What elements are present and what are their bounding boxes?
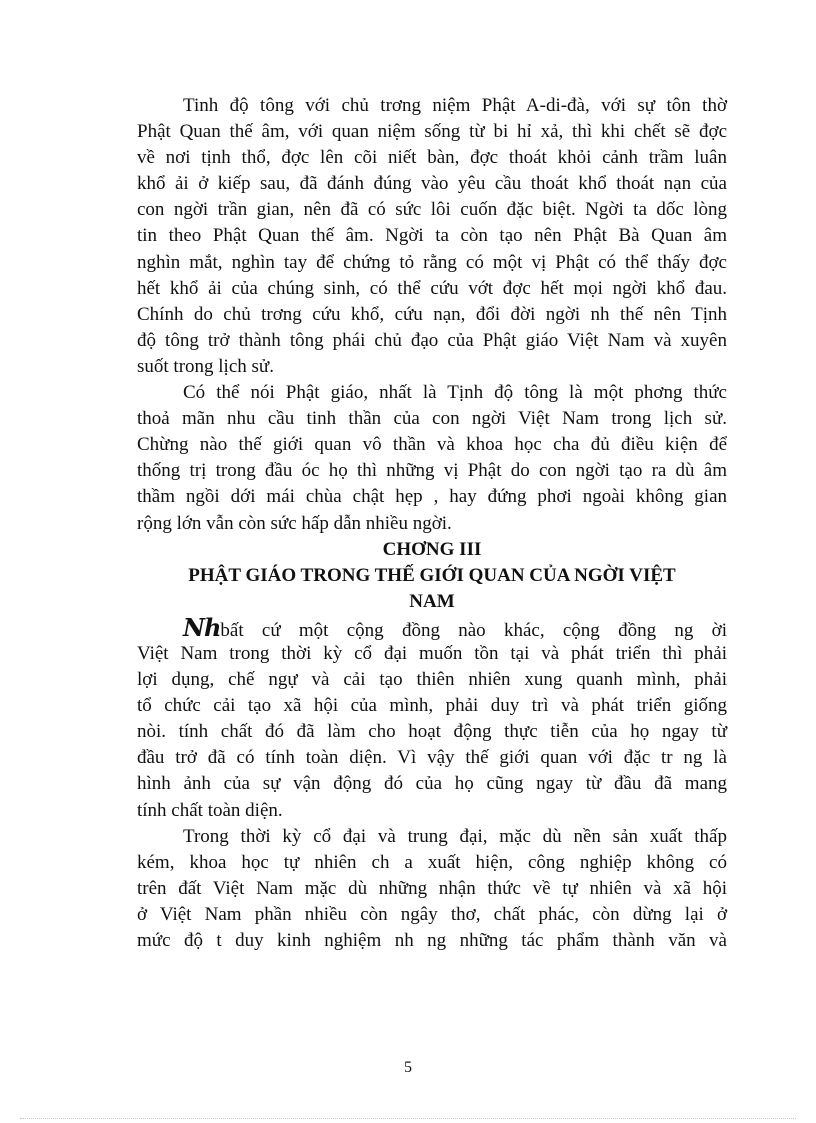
first-line-rest: bất cứ một cộng đồng nào khác, cộng đồng ng ời	[220, 619, 727, 641]
text-line: kém, khoa học tự nhiên ch a xuất hiện, công nghiệp không có	[137, 851, 727, 873]
chapter-heading	[137, 537, 727, 615]
text-line: Việt Nam trong thời kỳ cổ đại muốn tồn tại và phát triển thì phải	[137, 642, 727, 664]
text-line: rộng lớn vẫn còn sức hấp dẫn nhiều ngời.	[137, 512, 452, 534]
text-line: Chính do chủ trơng cứu khổ, cứu nạn, đổi đời ngời nh thế nên Tịnh	[137, 303, 727, 325]
text-line: ở Việt Nam phần nhiều còn ngây thơ, chất phác, còn dừng lại ở	[137, 903, 727, 925]
text-line: tổ chức cải tạo xã hội của mình, phải duy trì và phát triển giống	[137, 695, 727, 717]
text-line-with-dropcap	[137, 612, 727, 642]
text-line: đầu trở đã có tính toàn diện. Vì vậy thế giới quan với đặc tr ng là	[137, 747, 727, 769]
chapter-title-line-2: NAM	[409, 590, 455, 612]
text-line: tính chất toàn diện.	[137, 799, 283, 821]
text-line: Tinh độ tông với chủ trơng niệm Phật A-di-đà, với sự tôn thờ	[183, 95, 727, 116]
page-number: 5	[404, 1059, 412, 1076]
chapter-label: CHƠNG III	[382, 538, 482, 560]
text-line: tin theo Phật Quan thế âm. Ngời ta còn tạo nên Phật Bà Quan âm	[137, 225, 727, 247]
text-line: suốt trong lịch sử.	[137, 355, 274, 377]
paragraph-section-opening	[137, 612, 727, 824]
text-line: hết khổ ải của chúng sinh, có thể cứu vớt đợc hết mọi ngời khổ đau.	[137, 277, 727, 299]
text-line: độ tông trở thành tông phái chủ đạo của Phật giáo Việt Nam và xuyên	[137, 329, 727, 351]
paragraph-tinh-do-tong	[137, 93, 727, 380]
page-bottom-rule	[20, 1118, 796, 1119]
text-line: trên đất Việt Nam mặc dù những nhận thức về tự nhiên và xã hội	[137, 877, 727, 899]
body-text	[137, 93, 727, 954]
paragraph-co-dai-trung-dai	[137, 824, 727, 954]
text-line: Có thể nói Phật giáo, nhất là Tịnh độ tông là một phơng thức	[183, 382, 727, 404]
dropcap: Nh	[183, 612, 221, 642]
text-line: nòi. tính chất đó đã làm cho hoạt động thực tiễn của họ ngay từ	[137, 721, 727, 743]
text-line: thầm ngồi dới mái chùa chật hẹp , hay đứng phơi ngoài không gian	[137, 486, 727, 508]
text-line: thống trị trong đầu óc họ thì những vị Phật do con ngời tạo ra dù âm	[137, 460, 727, 482]
text-line: nghìn mắt, nghìn tay để chứng tỏ rằng có một vị Phật có thể thấy đợc	[137, 251, 727, 273]
text-line: lợi dụng, chế ngự và cải tạo thiên nhiên xung quanh mình, phải	[137, 669, 727, 691]
text-line: Chừng nào thế giới quan vô thần và khoa học cha đủ điều kiện để	[137, 434, 727, 456]
text-line: khổ ải ở kiếp sau, đã đánh đúng vào yêu cầu thoát khổ thoát nạn của	[137, 173, 727, 195]
text-line: Trong thời kỳ cổ đại và trung đại, mặc dù nền sản xuất thấp	[183, 825, 727, 847]
text-line: Phật Quan thế âm, với quan niệm sống từ bi hỉ xả, thì khi chết sẽ đợc	[137, 121, 727, 143]
paragraph-phat-giao-nhu-cau	[137, 380, 727, 537]
text-line: thoả mãn nhu cầu tinh thần của con ngời Việt Nam trong lịch sử.	[137, 408, 727, 430]
chapter-title-line-1: PHẬT GIÁO TRONG THẾ GIỚI QUAN CỦA NGỜI VIỆT	[188, 564, 676, 586]
text-line: con ngời trần gian, nên đã có sức lôi cuốn đặc biệt. Ngời ta dốc lòng	[137, 199, 727, 221]
text-line: về nơi tịnh thổ, đợc lên cõi niết bàn, đợc thoát khỏi cảnh trầm luân	[137, 147, 727, 169]
text-line: mức độ t duy kinh nghiệm nh ng những tác phẩm thành văn và	[137, 930, 727, 951]
text-line: hình ảnh của sự vận động đó của họ cũng ngay từ đầu đã mang	[137, 773, 727, 795]
